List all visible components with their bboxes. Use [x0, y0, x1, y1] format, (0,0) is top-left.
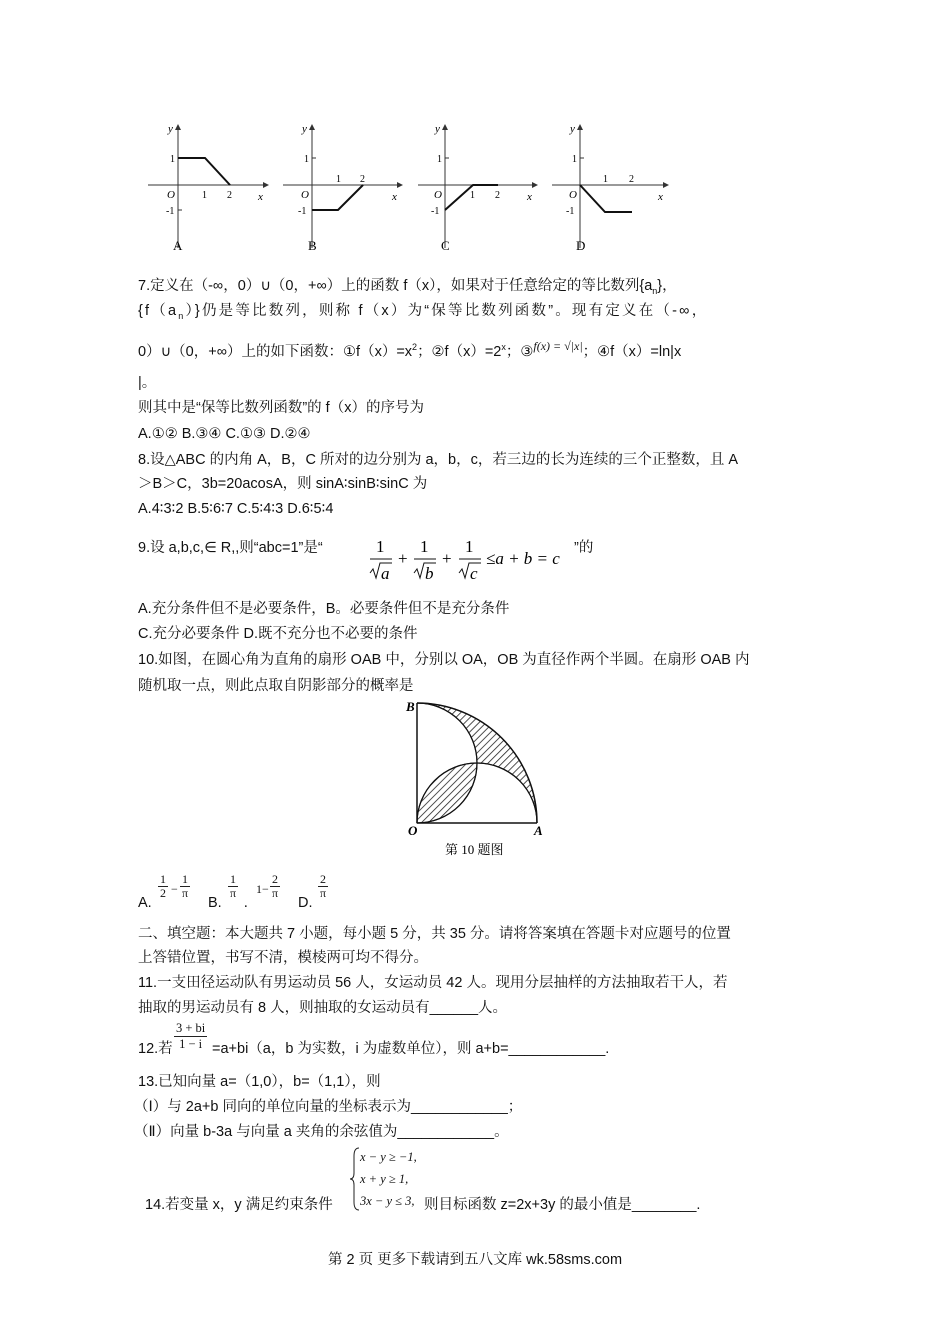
fraction: $\frac{1}{2}$ — [160, 872, 166, 900]
q10-figure — [400, 695, 550, 860]
q9-line — [138, 538, 323, 558]
q7-line1 — [138, 276, 677, 301]
origin-label: O — [569, 189, 577, 201]
fraction: $\frac{2}{\pi}$ — [272, 872, 279, 900]
svg-text:1: 1 — [465, 537, 474, 556]
q13-line3: （Ⅱ）向量 b-3a 与向量 a 夹角的余弦值为____________。 — [134, 1124, 509, 1140]
svg-text:1: 1 — [376, 537, 385, 556]
x-axis-label: x — [658, 191, 663, 203]
point-b-label: B — [406, 699, 415, 714]
tick-label: 1 — [202, 190, 207, 201]
tick-label: 1 — [170, 154, 175, 165]
section2-line1: 二、填空题：本大题共 7 小题，每小题 5 分，共 35 分。请将答案填在答题卡对应题号的位置 — [138, 926, 731, 942]
q9-suffix: ”的 — [574, 540, 594, 556]
origin-label: O — [301, 189, 309, 201]
tick-label: 2 — [360, 174, 365, 185]
figure-caption: 第 10 题图 — [445, 842, 504, 857]
q9-optC: C.充分必要条件 D.既不充分也不必要的条件 — [138, 626, 418, 642]
tick-label: -1 — [166, 206, 175, 217]
graph-a — [148, 123, 268, 253]
tick-label: 2 — [495, 190, 500, 201]
section2-line2: 上答错位置，书写不清，模棱两可均不得分。 — [138, 950, 428, 966]
q14-prefix: 14.若变量 x，y 满足约束条件 — [145, 1197, 333, 1213]
tick-label: 2 — [227, 190, 232, 201]
q7-text: ；④f（x）=ln|x — [582, 343, 682, 360]
point-a-label: A — [534, 823, 543, 838]
graph-label-c: C — [441, 238, 450, 253]
svg-text:c: c — [470, 564, 478, 583]
brace-icon — [350, 1146, 360, 1212]
denominator: 1 − i — [179, 1037, 203, 1051]
q12-rest: =a+bi（a，b 为实数，i 为虚数单位），则 a+b=____________. — [212, 1041, 610, 1057]
dot: . — [244, 895, 248, 911]
point-o-label: O — [408, 823, 418, 838]
q8-options: A.4∶3∶2 B.5∶6∶7 C.5∶4∶3 D.6∶5∶4 — [138, 501, 334, 517]
tick-label: 1 — [603, 174, 608, 185]
tick-label: -1 — [431, 206, 440, 217]
q10-opt-d-label: D. — [298, 895, 313, 911]
graph-label-b: B — [308, 238, 317, 253]
q10-line2: 随机取一点，则此点取自阴影部分的概率是 — [138, 678, 414, 694]
page-footer: 第 2 页 更多下载请到五八文库 wk.58sms.com — [327, 1252, 623, 1268]
origin-label: O — [167, 189, 175, 201]
q10-opt-a-label: A. — [138, 895, 152, 911]
graph-d — [552, 123, 668, 253]
svg-text:+: + — [442, 549, 452, 568]
tick-label: 2 — [629, 174, 634, 185]
q12-prefix: 12.若 — [138, 1041, 173, 1057]
q12-fraction — [174, 1021, 207, 1052]
one-minus: 1− — [256, 882, 269, 896]
constraint: x + y ≥ 1, — [360, 1172, 409, 1186]
q7-line5: 则其中是“保等比数列函数”的 f（x）的序号为 — [138, 400, 424, 416]
tick-label: -1 — [298, 206, 307, 217]
q7-options: A.①② B.③④ C.①③ D.②④ — [138, 426, 311, 442]
answer-graphs-row — [140, 120, 680, 260]
y-axis-label: y — [302, 123, 307, 135]
q7-line2 — [138, 301, 708, 326]
q11-line1: 11.一支田径运动队有男运动员 56 人，女运动员 42 人。现用分层抽样的方法抽取若干人，若 — [138, 975, 728, 991]
q7-text: ；②f（x）=2 — [417, 343, 502, 360]
q14-constraints — [350, 1146, 430, 1212]
tick-label: 1 — [470, 190, 475, 201]
y-axis-label: y — [168, 123, 173, 135]
origin-label: O — [434, 189, 442, 201]
svg-text:+: + — [398, 549, 408, 568]
subscript: n — [178, 310, 186, 321]
graph-b — [283, 123, 402, 253]
q13-line2: （Ⅰ）与 2a+b 同向的单位向量的坐标表示为____________； — [134, 1099, 523, 1115]
q7-text: 0）∪（0，+∞）上的如下函数：①f（x）=x — [138, 343, 413, 360]
q7-line4: |。 — [138, 375, 157, 391]
q10-opt-b-label: B. — [208, 895, 222, 911]
q8-line1: 8.设△ABC 的内角 A，B，C 所对的边分别为 a，b，c，若三边的长为连续的三个正整数，且 A — [138, 452, 739, 468]
q9-formula — [368, 533, 594, 589]
tick-label: 1 — [304, 154, 309, 165]
svg-text:a: a — [381, 564, 390, 583]
graph-label-d: D — [576, 238, 586, 253]
q7-line3 — [138, 337, 681, 362]
q7-text: ；③ — [505, 343, 534, 360]
graph-c — [418, 123, 537, 253]
superscript: x — [501, 342, 506, 352]
y-axis-label: y — [570, 123, 575, 135]
q7-formula: f(x) = √|x| — [533, 338, 583, 353]
x-axis-label: x — [258, 191, 263, 203]
x-axis-label: x — [527, 191, 532, 203]
constraint: 3x − y ≤ 3, — [360, 1194, 415, 1208]
svg-text:≤a + b = c: ≤a + b = c — [486, 549, 560, 568]
fraction: $\frac{1}{\pi}$ — [182, 872, 189, 900]
q7-text: }， — [657, 278, 677, 294]
fraction: $\frac{2}{\pi}$ — [320, 872, 327, 900]
q8-line2: ＞B＞C，3b=20acosA，则 sinA∶sinB∶sinC 为 — [138, 476, 428, 492]
tick-label: 1 — [437, 154, 442, 165]
numerator: 3 + bi — [176, 1021, 206, 1035]
q9-text: 9.设 a,b,c,∈ R,,则“abc=1”是“ — [138, 540, 323, 556]
q10-line1: 10.如图，在圆心角为直角的扇形 OAB 中，分别以 OA，OB 为直径作两个半圆。在扇形 OAB 内 — [138, 652, 750, 668]
q7-text: 7.定义在（-∞，0）∪（0，+∞）上的函数 f（x），如果对于任意给定的等比数列{a — [138, 278, 653, 294]
tick-label: 1 — [572, 154, 577, 165]
y-axis-label: y — [435, 123, 440, 135]
svg-text:b: b — [425, 564, 434, 583]
superscript: 2 — [412, 342, 418, 352]
q7-text: ）}仍是等比数列，则称 f（x）为“保等比数列函数”。现有定义在（-∞， — [185, 303, 709, 319]
q14-rest: 则目标函数 z=2x+3y 的最小值是________. — [424, 1197, 701, 1213]
svg-text:1: 1 — [420, 537, 429, 556]
q13-line1: 13.已知向量 a=（1,0），b=（1,1），则 — [138, 1074, 381, 1090]
tick-label: 1 — [336, 174, 341, 185]
q11-line2: 抽取的男运动员有 8 人，则抽取的女运动员有______人。 — [138, 1000, 508, 1016]
x-axis-label: x — [392, 191, 397, 203]
fraction: $\frac{1}{\pi}$ — [230, 872, 237, 900]
subscript: n — [652, 285, 658, 296]
constraint: x − y ≥ −1, — [360, 1150, 417, 1164]
tick-label: -1 — [566, 206, 575, 217]
minus-sign: − — [171, 882, 178, 896]
graph-label-a: A — [173, 238, 183, 253]
q7-text: {f（a — [138, 303, 179, 319]
q9-optA: A.充分条件但不是必要条件，B。必要条件但不是充分条件 — [138, 601, 510, 617]
